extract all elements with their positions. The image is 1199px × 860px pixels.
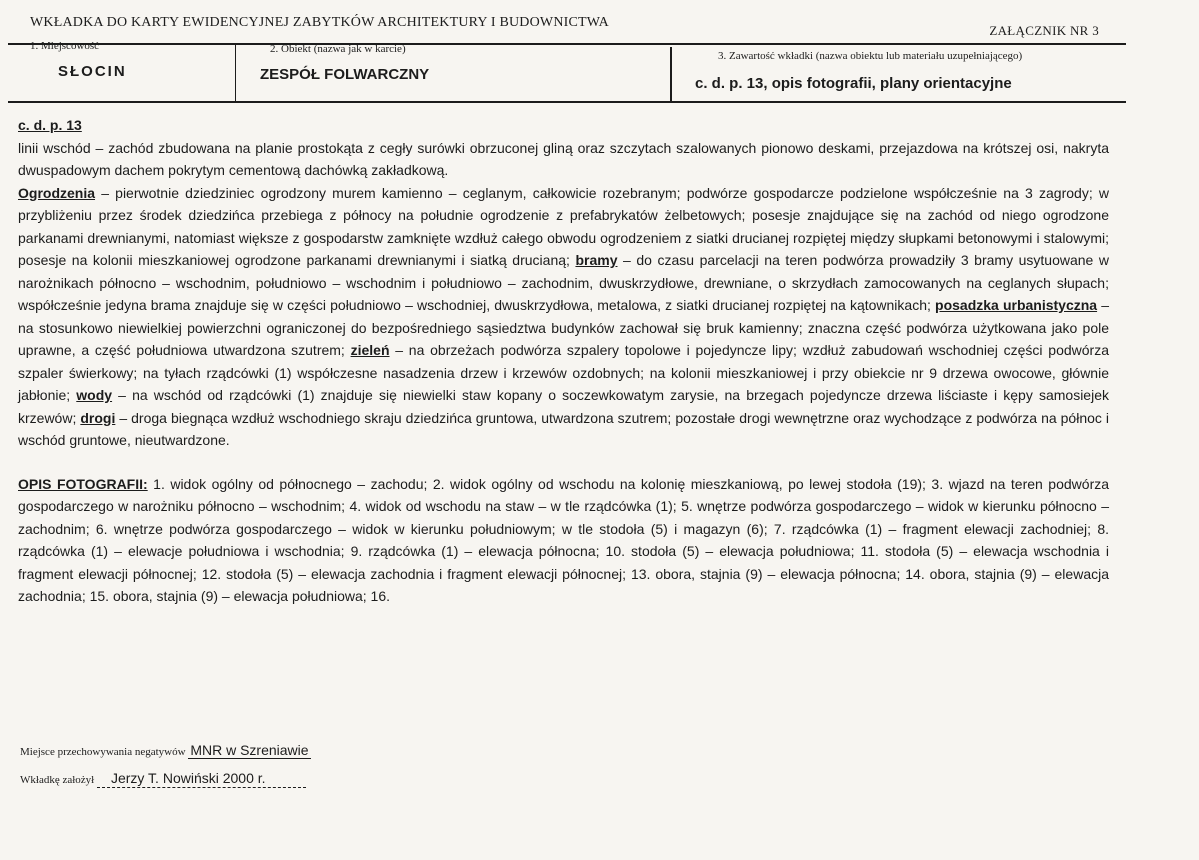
description-paragraph [18,182,1109,452]
paragraph-text: 1. widok ogólny od północnego – zachodu; 2. widok ogólny od wschodu na kolonię mieszkaniową, po lewej stodoła (19); 3. wjazd na teren podwórza gospodarczego w narożniku północno – wschodnim; 4. widok od wschodu na staw – w tle rządcówka (1); 5. wnętrze podwórza gospodarczego – widok w kierunku północno – zachodnim; 6. wnętrze podwórza gospodarczego – widok w kierunku południowym; w tle stodoła (5) i magazyn (6); 7. rządcówka (1) – fragment elewacji zachodniej; 8. rządcówka (1) – elewacje południowa i wschodnia; 9. rządcówka (1) – elewacja północna; 10. stodoła (5) – elewacja południowa; 11. stodoła (5) – elewacja wschodnia i fragment elewacji północnej; 12. stodoła (5) – elewacja zachodnia i fragment elewacji północnej; 13. obora, stajnia (9) – elewacja północna; 14. obora, stajnia (9) – elewacja zachodnia; 15. obora, stajnia (9) – elewacja południowa; 16. [18,475,1110,604]
column-divider [235,43,236,101]
negatives-value: MNR w Szreniawie [190,742,309,758]
term-bramy: bramy [575,252,618,268]
paragraph-text: – do czasu parcelacji na teren podwórza prowadziły 3 bramy usytuowane w narożnikach północno – wschodnim, południowo – wschodnim i południowo – zachodnim, dwuskrzydłowe, drewniane, o skrzydłach zamocowanych na ceglanych słupach; współcześnie jedyna brama znajduje się w części południowo – wschodniej, dwuskrzydłowa, metalowa, z siatki drucianej rozpiętej na kątownikach; [18,252,1109,313]
term-wody: wody [76,387,113,403]
column-divider [670,47,672,103]
location-label: 1. Miejscowość [30,40,100,52]
term-opis-fotografii: OPIS FOTOGRAFII: [18,475,148,492]
photo-description-paragraph [18,473,1109,608]
paragraph-text: – na stosunkowo niewielkiej powierzchni ograniczonej do bezpośredniego sąsiedztwa budynków zachował się bruk kamienny; znaczna część podwórza użytkowana jako pole uprawne, a część południowa utwardzona szutrem; [18,297,1109,358]
term-drogi: drogi [80,409,116,426]
document-body [18,114,1109,608]
negatives-storage-line [20,742,311,758]
author-label: Wkładkę założył [20,774,95,786]
term-ogrodzenia: Ogrodzenia [18,184,96,201]
header-bottom-rule [8,101,1126,103]
contents-label: 3. Zawartość wkładki (nazwa obiektu lub materiału uzupełniającego) [718,50,1023,62]
location-value: SŁOCIN [58,63,127,80]
object-label: 2. Obiekt (nazwa jak w karcie) [270,43,406,55]
form-title: WKŁADKA DO KARTY EWIDENCYJNEJ ZABYTKÓW ARCHITEKTURY I BUDOWNICTWA [30,15,609,30]
paragraph-text: – droga biegnąca wzdłuż wschodniego skraju dziedzińca gruntowa, utwardzona szutrem; pozostałe drogi wewnętrzne oraz wychodzące z podwórza na północ i wschód gruntowe, nieutwardzone. [18,409,1110,448]
paragraph-text: – na obrzeżach podwórza szpalery topolowe i pojedyncze lipy; wzdłuż zabudowań wschodniej części podwórza szpaler świerkowy; na tyłach rządcówki (1) współczesne nasadzenia drzew i krzewów ozdobnych; na kolonii mieszkaniowej i przy obiekcie nr 9 drzewa owocowe, głównie jabłonie; [18,342,1109,403]
author-value: Jerzy T. Nowiński 2000 r. [97,770,306,788]
term-zielen: zieleń [350,342,390,358]
section-heading [18,114,1109,137]
paragraph-text: – pierwotnie dziedziniec ogrodzony murem kamienno – ceglanym, całkowicie rozebranym; podwórze gospodarcze podzielone współcześnie na 3 zagrody; w przybliżeniu przez środek dziedzińca przebiega z północy na południe ogrodzenie z prefabrykatów żelbetowych; posesje znajdujące się na zachód od niego ogrodzone parkanami drewnianymi, natomiast większe z gospodarstw zamknięte wzdłuż całego obwodu ogrodzeniem z siatki drucianej rozpiętej między słupkami betonowymi i stalowymi; posesje na kolonii mieszkaniowej ogrodzone parkanami drewnianymi i siatką drucianą; [18,184,1109,268]
paragraph-text: linii wschód – zachód zbudowana na planie prostokąta z cegły surówki obrzuconej gliną oraz szczytach szalowanych pionowo deskami, przejazdowa na krótszej osi, nakryta dwuspadowym dachem pokrytym cementową dachówką zakładkową. [18,139,1109,178]
term-posadzka: posadzka urbanistyczna [935,297,1098,313]
negatives-label: Miejsce przechowywania negatywów [20,746,186,758]
header-top-rule [8,43,1126,45]
paragraph-text: – na wschód od rządcówki (1) znajduje się niewielki staw kopany o soczewkowatym zarysie, na brzegach pojedyncze drzewa liściaste i kępy samosiejek krzewów; [18,387,1109,426]
author-line [20,770,306,788]
description-paragraph [18,137,1109,182]
object-value: ZESPÓŁ FOLWARCZNY [260,66,430,83]
section-heading-text: c. d. p. 13 [18,117,82,133]
contents-value: c. d. p. 13, opis fotografii, plany orientacyjne [695,75,1012,92]
annex-number: ZAŁĄCZNIK NR 3 [989,23,1099,38]
